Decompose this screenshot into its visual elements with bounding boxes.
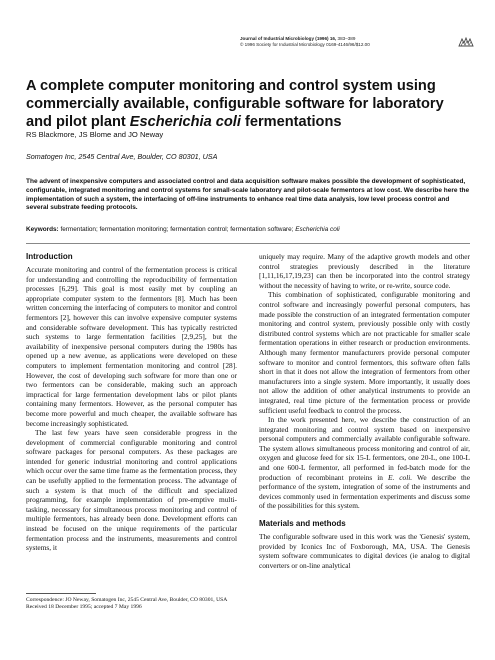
author-list: RS Blackmore, JS Blome and JO Neway — [26, 130, 164, 139]
title-text: A complete computer monitoring and control system using commercially available, configurable software for laboratory and pilot plant — [26, 78, 444, 130]
left-column — [26, 252, 237, 553]
section-divider — [26, 243, 470, 244]
keywords-text: fermentation; fermentation monitoring; fermentation control; fermentation software; — [58, 226, 296, 233]
paragraph: Accurate monitoring and control of the fermentation process is critical for understanding and controlling the reproducibility of fermentation processes [6,29]. This goal is most easily met by coupling an appropriate computer system to the fermentors [8]. Much has been written concerning the interfacing of computers to monitor and control fermentors [2], however this can involve expensive computer systems and considerable software development. This has typically restricted such systems to large fermentation facilities [2,9,25], but the availability of inexpensive personal computers during the 1980s has opened up a new avenue, as applications were developed on these computers to implement fermentation monitoring and control [28]. However, the cost of developing such software for more than one or two fermentors can be considerable, making such an approach impractical for large fermentation development labs or pilot plants containing many fermentors. However, as the personal computer has become more powerful and much cheaper, the available software has become increasingly sophisticated. — [26, 265, 237, 428]
section-heading-introduction: Introduction — [26, 252, 73, 261]
affiliation: Somatogen Inc, 2545 Central Ave, Boulder, CO 80301, USA — [26, 152, 218, 161]
title-organism: Escherichia coli — [129, 114, 241, 130]
paragraph: The configurable software used in this work was the 'Genesis' system, provided by Iconics Inc of Foxborough, MA, USA. The Genesis system software communicates to digital devices (ie analog to digital converters or on-line analytical — [259, 532, 470, 570]
keywords-label: Keywords: — [26, 226, 59, 233]
keywords — [26, 226, 470, 233]
received-dates: Received 18 December 1995; accepted 7 May 1996 — [26, 604, 142, 611]
paragraph — [259, 415, 470, 511]
journal-pages: 383–389 — [337, 36, 356, 41]
journal-name: Journal of Industrial Microbiology (1996) — [240, 36, 329, 41]
organism-name: E. coli. — [387, 472, 413, 482]
journal-header — [240, 36, 450, 48]
abstract: The advent of inexpensive computers and associated control and data acquisition software makes possible the development of sophisticated, configurable, integrated monitoring and control systems for small-scale laboratory and pilot-scale fermentors at low cost. We describe here the implementation of such a system, the interfacing of off-line instruments to enhance real time data analysis, low level process control and several substrate feeding protocols. — [26, 178, 470, 212]
journal-volume: 16, — [329, 36, 337, 41]
right-column — [259, 252, 470, 570]
paragraph: uniquely may require. Many of the adaptive growth models and other control strategies previously described in the literature [1,11,16,17,19,23] can then be incorporated into the control strategy without the necessity of having to write, or re-write, source code. — [259, 252, 470, 290]
correspondence: Correspondence: JO Neway, Somatogen Inc, 2545 Central Ave, Boulder, CO 80301, USA — [26, 597, 228, 603]
keywords-organism: Escherichia coli — [295, 226, 340, 233]
paragraph: The last few years have seen considerable progress in the development of commercial configurable monitoring and control software packages for personal computers. As these packages are intended for generic industrial monitoring and control applications which occur over the same time frame as the fermentation process, they can be usefully applied to the fermentation process. The advantage of such a system is that much of the difficult and specialized programming, for example implementation of pre-emptive multi-tasking, necessary for simultaneous process monitoring and control of multiple fermentors, has already been done. Development efforts can instead be focused on the unique requirements of the particular fermentation process and the instruments, measurements and control systems, it — [26, 428, 237, 553]
paragraph-text: We describe the performance of the system, integration of some of the instruments and devices commonly used in fermentation experiments and discuss some of the possibilities for this system. — [259, 472, 470, 511]
footnote — [26, 597, 238, 611]
publisher-logo-icon — [458, 37, 474, 47]
journal-copyright: © 1996 Society for Industrial Microbiology 0169-4146/96/$12.00 — [240, 42, 370, 48]
paragraph-text: In the work presented here, we describe the construction of an integrated monitoring and control system based on inexpensive personal computers and commercially available configurable software. The system allows simultaneous process monitoring and control of air, oxygen and glucose feed for six 15-L fermentors, one 20-L, one 100-L and one 600-L fermentor, all performed in fed-batch mode for the production of recombinant proteins in — [259, 415, 470, 482]
footnote-divider — [26, 593, 96, 594]
section-heading-methods: Materials and methods — [259, 519, 346, 529]
paragraph: This combination of sophisticated, configurable monitoring and control software and increasingly powerful personal computers, has made possible the construction of an integrated fermentation computer monitoring and control system, previously possible only with costly distributed control systems which are not practicable for smaller scale fermentation operations in either research or production environments. Although many fermentor manufacturers provide personal computer software to monitor and control fermentors, this software often falls short in that it does not allow the integration of fermentors from other manufacturers into a single system. More importantly, it usually does not allow the addition of other analytical instruments to provide an integrated, real time picture of the fermentation process or provide sufficient useful feedback to control the process. — [259, 290, 470, 415]
title-text-end: fermentations — [240, 114, 342, 130]
article-title — [26, 77, 456, 131]
